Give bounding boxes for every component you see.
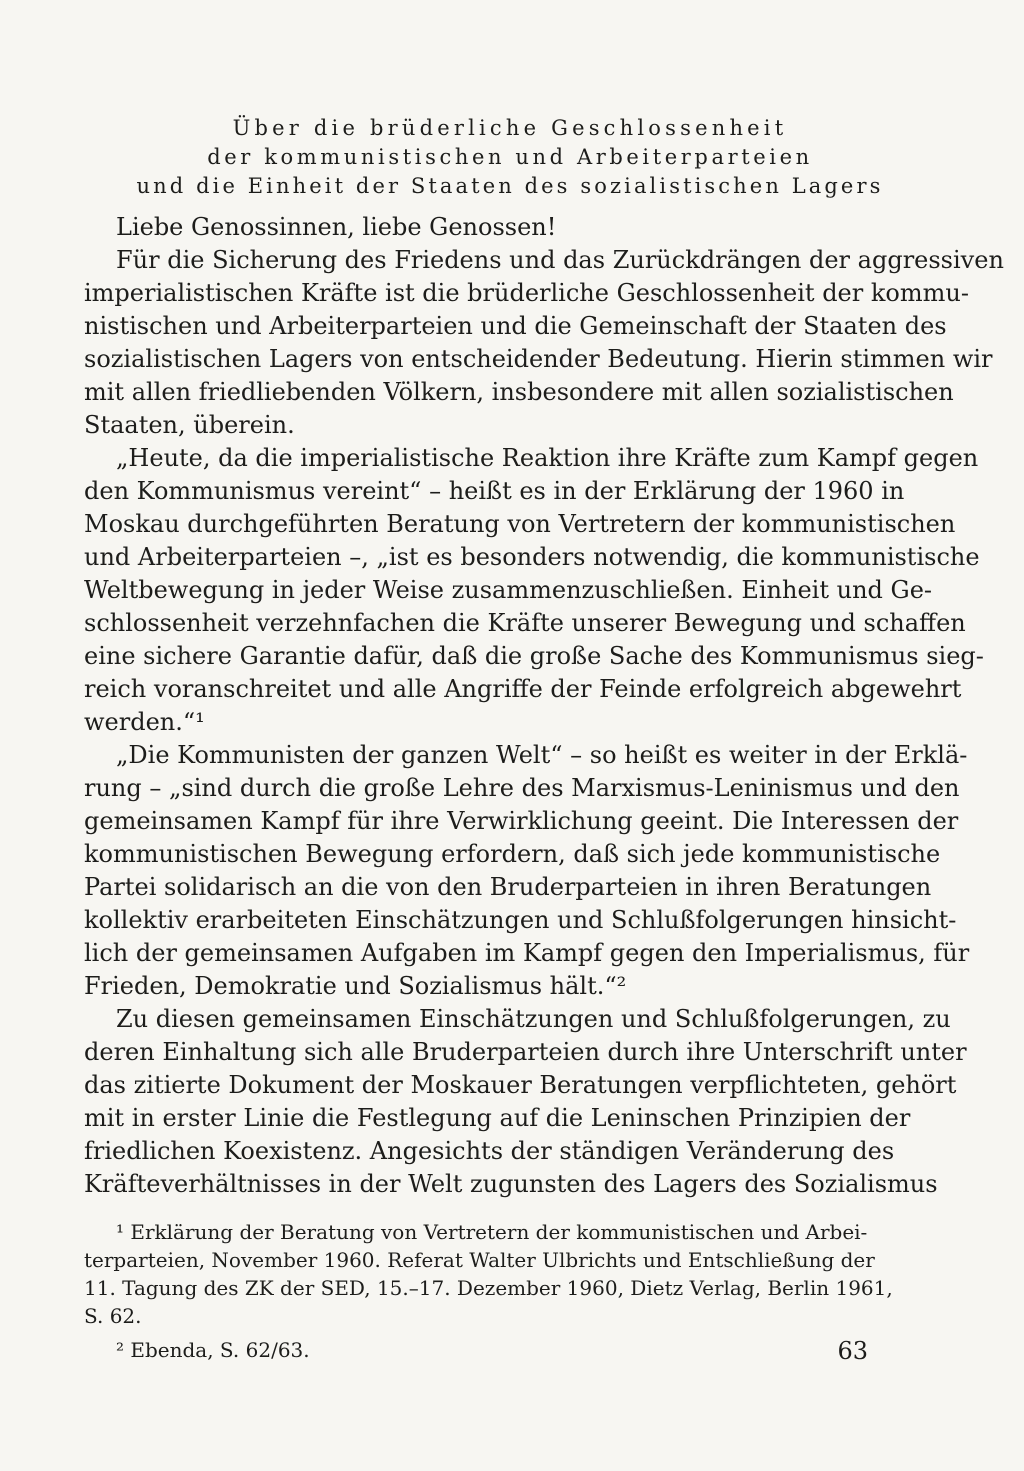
page-number: 63: [837, 1337, 868, 1365]
body-line: kommunistischen Bewegung erfordern, daß sich jede kommunistische: [84, 840, 941, 868]
body-line: den Kommunismus vereint“ – heißt es in der Erklärung der 1960 in: [84, 477, 905, 505]
body-line: werden.“¹: [84, 708, 205, 736]
body-line: und Arbeiterparteien –, „ist es besonders notwendig, die kommunistische: [84, 543, 980, 571]
footnote-line: ¹ Erklärung der Beratung von Vertretern der kommunistischen und Arbei-: [116, 1220, 868, 1244]
body-line: reich voranschreitet und alle Angriffe der Feinde erfolgreich abgewehrt: [84, 675, 962, 703]
body-line: schlossenheit verzehnfachen die Kräfte unserer Bewegung und schaffen: [84, 609, 966, 637]
body-line: Weltbewegung in jeder Weise zusammenzuschließen. Einheit und Ge-: [84, 576, 933, 604]
body-line: sozialistischen Lagers von entscheidender Bedeutung. Hierin stimmen wir: [84, 345, 993, 373]
body-line: Moskau durchgeführten Beratung von Vertretern der kommunistischen: [84, 510, 956, 538]
body-line: mit allen friedliebenden Völkern, insbesondere mit allen sozialistischen: [84, 378, 954, 406]
body-line: kollektiv erarbeiteten Einschätzungen und Schlußfolgerungen hinsicht-: [84, 906, 957, 934]
body-line: Partei solidarisch an die von den Bruderparteien in ihren Beratungen: [84, 873, 932, 901]
body-line: „Die Kommunisten der ganzen Welt“ – so heißt es weiter in der Erklä-: [116, 741, 968, 769]
body-line: rung – „sind durch die große Lehre des Marxismus-Leninismus und den: [84, 774, 960, 802]
body-line: deren Einhaltung sich alle Bruderparteien durch ihre Unterschrift unter: [84, 1038, 967, 1066]
chapter-heading-line-3: und die Einheit der Staaten des sozialistischen Lagers: [136, 174, 884, 198]
body-line: Kräfteverhältnisses in der Welt zugunsten des Lagers des Sozialismus: [84, 1170, 938, 1198]
body-line: mit in erster Linie die Festlegung auf die Leninschen Prinzipien der: [84, 1104, 911, 1132]
body-line: friedlichen Koexistenz. Angesichts der ständigen Veränderung des: [84, 1137, 895, 1165]
footnote-line: terparteien, November 1960. Referat Walter Ulbrichts und Entschließung der: [84, 1248, 875, 1272]
body-line: „Heute, da die imperialistische Reaktion ihre Kräfte zum Kampf gegen: [116, 444, 979, 472]
salutation: Liebe Genossinnen, liebe Genossen!: [116, 213, 557, 241]
body-line: Zu diesen gemeinsamen Einschätzungen und Schlußfolgerungen, zu: [116, 1005, 951, 1033]
chapter-heading-line-2: der kommunistischen und Arbeiterparteien: [207, 145, 813, 169]
body-line: nistischen und Arbeiterparteien und die Gemeinschaft der Staaten des: [84, 312, 947, 340]
chapter-heading-line-1: Über die brüderliche Geschlossenheit: [232, 116, 788, 140]
body-line: gemeinsamen Kampf für ihre Verwirklichung geeint. Die Interessen der: [84, 807, 959, 835]
body-line: Frieden, Demokratie und Sozialismus hält.“²: [84, 972, 627, 1000]
body-line: imperialistischen Kräfte ist die brüderliche Geschlossenheit der kommu-: [84, 279, 969, 307]
body-line: eine sichere Garantie dafür, daß die große Sache des Kommunismus sieg-: [84, 642, 984, 670]
footnote-line: ² Ebenda, S. 62/63.: [116, 1338, 310, 1362]
footnote-line: S. 62.: [84, 1304, 142, 1328]
body-line: das zitierte Dokument der Moskauer Beratungen verpflichteten, gehört: [84, 1071, 957, 1099]
body-line: Staaten, überein.: [84, 411, 295, 439]
body-line: Für die Sicherung des Friedens und das Zurückdrängen der aggressiven: [116, 246, 1004, 274]
body-line: lich der gemeinsamen Aufgaben im Kampf gegen den Imperialismus, für: [84, 939, 970, 967]
footnote-line: 11. Tagung des ZK der SED, 15.–17. Dezember 1960, Dietz Verlag, Berlin 1961,: [84, 1276, 893, 1300]
